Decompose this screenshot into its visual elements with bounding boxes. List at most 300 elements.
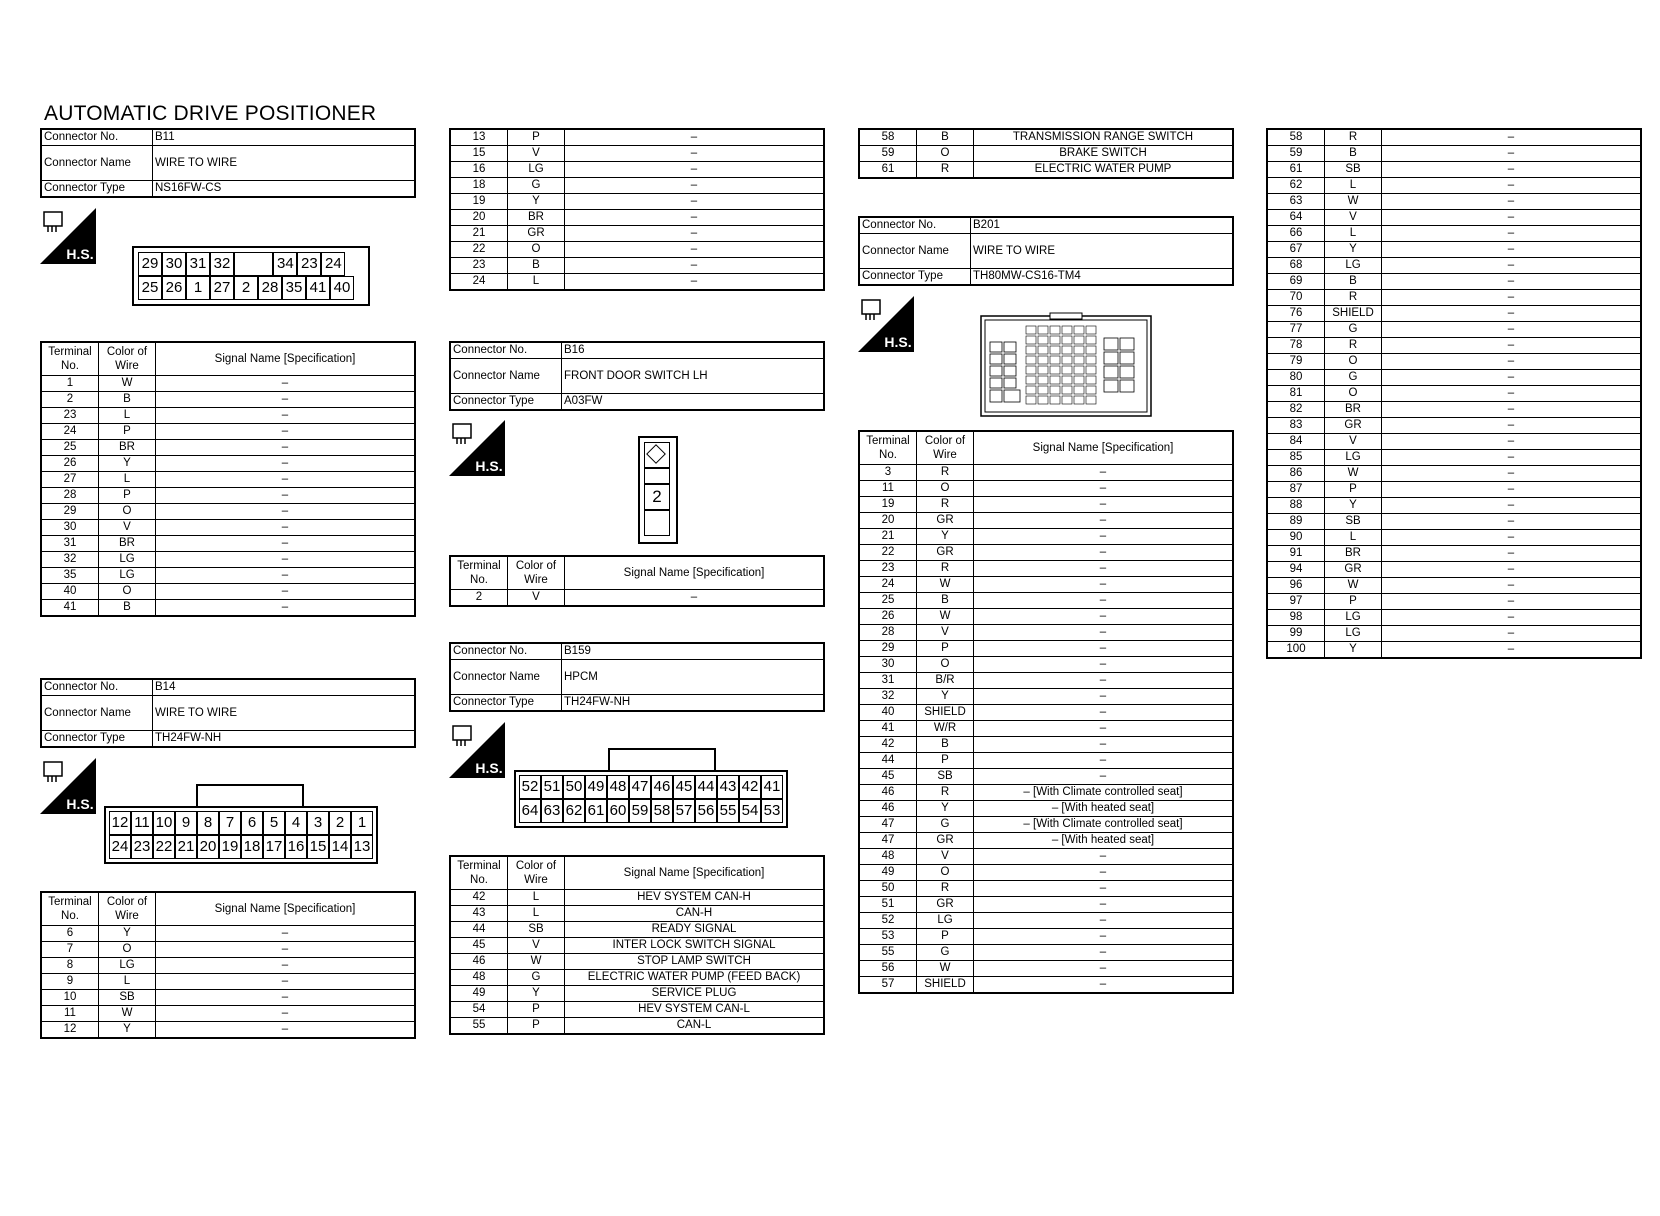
b11-connector-info: [40, 128, 416, 198]
signal-name-cell: –: [974, 689, 1234, 705]
signal-name-cell: –: [156, 942, 416, 958]
terminal-no-cell: 30: [41, 520, 99, 536]
connector-key-slot: [234, 252, 273, 276]
wire-color-cell: L: [1325, 178, 1382, 194]
connector-pin: 59: [629, 799, 651, 823]
signal-name-cell: –: [1382, 322, 1642, 338]
signal-name-cell: –: [1382, 562, 1642, 578]
table-row: [450, 210, 824, 226]
wire-color-cell: O: [917, 865, 974, 881]
b159-connector-no: B159: [562, 643, 825, 660]
connector-pin: 41: [306, 276, 330, 300]
signal-name-cell: –: [974, 705, 1234, 721]
b201-connector-name: WIRE TO WIRE: [971, 234, 1234, 269]
signal-name-cell: –: [156, 376, 416, 392]
wire-color-cell: W: [99, 376, 156, 392]
table-row: [1267, 610, 1641, 626]
wire-color-cell: V: [508, 146, 565, 162]
table-row: [1267, 434, 1641, 450]
b11-connector-no: B11: [153, 129, 416, 146]
terminal-no-cell: 12: [41, 1022, 99, 1039]
table-row: [1267, 386, 1641, 402]
connector-pin: 4: [285, 811, 307, 835]
wire-color-cell: SB: [1325, 162, 1382, 178]
wire-color-cell: P: [508, 1002, 565, 1018]
signal-name-header: Signal Name [Specification]: [565, 556, 825, 590]
wire-color-cell: LG: [1325, 610, 1382, 626]
color-of-wire-header: Color of Wire: [99, 892, 156, 926]
connector-pin: 16: [285, 835, 307, 859]
terminal-no-cell: 59: [1267, 146, 1325, 162]
connector-pin: 57: [673, 799, 695, 823]
terminal-no-header: Terminal No.: [859, 431, 917, 465]
table-row: [41, 472, 415, 488]
terminal-no-cell: 28: [859, 625, 917, 641]
signal-name-cell: –: [974, 625, 1234, 641]
table-row: [1267, 226, 1641, 242]
terminal-no-header: Terminal No.: [41, 892, 99, 926]
signal-name-cell: –: [974, 961, 1234, 977]
connector-pin: 11: [131, 811, 153, 835]
wire-color-cell: W: [99, 1006, 156, 1022]
table-row: [1267, 194, 1641, 210]
signal-name-cell: –: [974, 641, 1234, 657]
terminal-no-cell: 61: [1267, 162, 1325, 178]
table-header: [450, 556, 824, 590]
b14-connector-block: [40, 678, 416, 748]
connector-no-label: Connector No.: [450, 643, 562, 660]
wire-color-cell: O: [99, 942, 156, 958]
wire-color-cell: SHIELD: [917, 705, 974, 721]
terminal-no-cell: 15: [450, 146, 508, 162]
table-row: [1267, 178, 1641, 194]
table-row: [450, 590, 824, 607]
table-row: [450, 162, 824, 178]
signal-name-cell: –: [156, 408, 416, 424]
connector-pin: 1: [351, 811, 373, 835]
connector-no-label: Connector No.: [41, 129, 153, 146]
table-row: [859, 146, 1233, 162]
connector-pin: 21: [175, 835, 197, 859]
signal-name-cell: –: [565, 590, 825, 607]
table-row: [1267, 498, 1641, 514]
terminal-no-cell: 28: [41, 488, 99, 504]
wire-color-cell: R: [917, 497, 974, 513]
svg-text:H.S.: H.S.: [884, 334, 912, 350]
connector-pin: 23: [131, 835, 153, 859]
table-row: [1267, 146, 1641, 162]
wire-color-cell: W: [508, 954, 565, 970]
hs-connector-icon: [449, 420, 505, 476]
table-row: [41, 392, 415, 408]
connector-name-label: Connector Name: [450, 359, 562, 394]
terminal-no-cell: 48: [859, 849, 917, 865]
connector-pin: 41: [761, 775, 783, 799]
wire-color-cell: LG: [99, 568, 156, 584]
signal-name-cell: –: [974, 513, 1234, 529]
wire-color-cell: Y: [508, 194, 565, 210]
terminal-no-cell: 55: [859, 945, 917, 961]
signal-name-cell: –: [974, 849, 1234, 865]
signal-name-cell: –: [1382, 178, 1642, 194]
connector-pin: 43: [717, 775, 739, 799]
terminal-no-cell: 59: [859, 146, 917, 162]
signal-name-cell: –: [1382, 338, 1642, 354]
wire-color-cell: P: [508, 1018, 565, 1035]
table-row: [859, 513, 1233, 529]
connector-pin: 12: [109, 811, 131, 835]
signal-name-cell: –: [1382, 290, 1642, 306]
wire-color-cell: LG: [99, 552, 156, 568]
table-row: [1267, 450, 1641, 466]
terminal-no-cell: 11: [41, 1006, 99, 1022]
terminal-no-cell: 100: [1267, 642, 1325, 659]
wire-color-cell: R: [917, 465, 974, 481]
table-row: [1267, 594, 1641, 610]
terminal-no-cell: 46: [450, 954, 508, 970]
table-row: [859, 865, 1233, 881]
terminal-no-cell: 49: [450, 986, 508, 1002]
connector-pin: 63: [541, 799, 563, 823]
signal-name-cell: –: [974, 913, 1234, 929]
connector-pin: 49: [585, 775, 607, 799]
terminal-no-cell: 81: [1267, 386, 1325, 402]
connector-name-label: Connector Name: [41, 696, 153, 731]
wire-color-cell: L: [508, 906, 565, 922]
signal-name-cell: –: [156, 504, 416, 520]
signal-name-cell: –: [1382, 129, 1642, 146]
terminal-no-cell: 31: [859, 673, 917, 689]
connector-pin: 56: [695, 799, 717, 823]
connector-no-label: Connector No.: [450, 342, 562, 359]
signal-name-cell: –: [156, 488, 416, 504]
terminal-no-cell: 18: [450, 178, 508, 194]
wire-color-cell: B: [917, 593, 974, 609]
wire-color-cell: G: [917, 817, 974, 833]
terminal-no-cell: 58: [1267, 129, 1325, 146]
terminal-no-cell: 88: [1267, 498, 1325, 514]
page-title: AUTOMATIC DRIVE POSITIONER: [44, 102, 377, 125]
wire-color-cell: GR: [917, 513, 974, 529]
b159-terminal-table-continued: [858, 128, 1234, 179]
table-row: [41, 1022, 415, 1039]
terminal-no-cell: 26: [859, 609, 917, 625]
wire-color-cell: W: [917, 961, 974, 977]
b11-connector-type: NS16FW-CS: [153, 181, 416, 198]
connector-pin: 62: [563, 799, 585, 823]
signal-name-cell: –: [156, 568, 416, 584]
signal-name-cell: –: [1382, 418, 1642, 434]
table-row: [450, 938, 824, 954]
b16-connector-type: A03FW: [562, 394, 825, 411]
terminal-no-cell: 26: [41, 456, 99, 472]
wire-color-cell: GR: [1325, 418, 1382, 434]
connector-pin: 42: [739, 775, 761, 799]
table-row: [1267, 514, 1641, 530]
signal-name-cell: –: [1382, 242, 1642, 258]
b159-connector-diagram: [514, 770, 788, 828]
wire-color-cell: L: [1325, 530, 1382, 546]
terminal-no-cell: 76: [1267, 306, 1325, 322]
signal-name-cell: –: [1382, 354, 1642, 370]
table-row: [1267, 562, 1641, 578]
table-row: [859, 913, 1233, 929]
signal-name-header: Signal Name [Specification]: [565, 856, 825, 890]
terminal-no-cell: 98: [1267, 610, 1325, 626]
connector-pin: 45: [673, 775, 695, 799]
table-row: [450, 906, 824, 922]
signal-name-cell: –: [1382, 226, 1642, 242]
terminal-no-cell: 46: [859, 801, 917, 817]
color-of-wire-header: Color of Wire: [508, 556, 565, 590]
table-row: [1267, 338, 1641, 354]
wire-color-cell: GR: [917, 897, 974, 913]
wire-color-cell: SHIELD: [1325, 306, 1382, 322]
connector-pin: 47: [629, 775, 651, 799]
table-row: [1267, 482, 1641, 498]
table-row: [450, 986, 824, 1002]
table-row: [450, 146, 824, 162]
terminal-no-cell: 46: [859, 785, 917, 801]
signal-name-cell: –: [1382, 578, 1642, 594]
connector-pin: 64: [519, 799, 541, 823]
b201-connector-block: [858, 216, 1234, 286]
table-row: [450, 242, 824, 258]
wire-color-cell: L: [508, 890, 565, 906]
signal-name-cell: – [With Climate controlled seat]: [974, 785, 1234, 801]
signal-name-cell: –: [156, 926, 416, 942]
signal-name-cell: –: [974, 977, 1234, 994]
signal-name-cell: –: [156, 472, 416, 488]
signal-name-cell: –: [156, 552, 416, 568]
signal-name-cell: –: [974, 497, 1234, 513]
connector-pin: 18: [241, 835, 263, 859]
connector-type-label: Connector Type: [41, 181, 153, 198]
signal-name-cell: –: [974, 593, 1234, 609]
terminal-no-cell: 16: [450, 162, 508, 178]
b14-terminal-table-continued: [449, 128, 825, 291]
signal-name-cell: –: [974, 481, 1234, 497]
signal-name-cell: –: [156, 600, 416, 617]
b201-terminal-table-continued: [1266, 128, 1642, 659]
b14-terminal-table: [40, 891, 416, 1039]
table-header: [450, 856, 824, 890]
terminal-no-cell: 62: [1267, 178, 1325, 194]
connector-pin: 40: [330, 276, 354, 300]
connector-pin: 25: [138, 276, 162, 300]
wire-color-cell: GR: [1325, 562, 1382, 578]
signal-name-cell: –: [1382, 642, 1642, 659]
wire-color-cell: B: [917, 129, 974, 146]
table-row: [1267, 274, 1641, 290]
svg-text:H.S.: H.S.: [66, 796, 94, 812]
table-row: [41, 958, 415, 974]
connector-pin: 61: [585, 799, 607, 823]
b201-connector-type: TH80MW-CS16-TM4: [971, 269, 1234, 286]
b14-connector-type: TH24FW-NH: [153, 731, 416, 748]
terminal-no-cell: 19: [450, 194, 508, 210]
wire-color-cell: B/R: [917, 673, 974, 689]
terminal-no-cell: 68: [1267, 258, 1325, 274]
terminal-no-cell: 58: [859, 129, 917, 146]
terminal-no-cell: 11: [859, 481, 917, 497]
svg-text:H.S.: H.S.: [475, 458, 503, 474]
connector-pin: 19: [219, 835, 241, 859]
signal-name-cell: –: [156, 958, 416, 974]
table-row: [41, 990, 415, 1006]
signal-name-cell: –: [565, 129, 825, 146]
wire-color-cell: W/R: [917, 721, 974, 737]
terminal-no-cell: 42: [859, 737, 917, 753]
table-row: [859, 129, 1233, 146]
table-row: [1267, 370, 1641, 386]
table-row: [1267, 210, 1641, 226]
wire-color-cell: Y: [99, 926, 156, 942]
wire-color-cell: R: [1325, 338, 1382, 354]
terminal-no-cell: 52: [859, 913, 917, 929]
signal-name-cell: –: [1382, 402, 1642, 418]
table-row: [859, 561, 1233, 577]
terminal-no-cell: 80: [1267, 370, 1325, 386]
connector-pin: 53: [761, 799, 783, 823]
terminal-no-cell: 23: [859, 561, 917, 577]
wire-color-cell: P: [508, 129, 565, 146]
wire-color-cell: V: [917, 849, 974, 865]
signal-name-header: Signal Name [Specification]: [156, 892, 416, 926]
signal-name-cell: –: [1382, 370, 1642, 386]
connector-pin: 2: [329, 811, 351, 835]
wire-color-cell: Y: [917, 529, 974, 545]
signal-name-header: Signal Name [Specification]: [156, 342, 416, 376]
terminal-no-cell: 19: [859, 497, 917, 513]
terminal-no-cell: 78: [1267, 338, 1325, 354]
terminal-no-cell: 25: [41, 440, 99, 456]
terminal-no-cell: 21: [859, 529, 917, 545]
terminal-no-cell: 44: [859, 753, 917, 769]
signal-name-cell: –: [156, 1022, 416, 1039]
table-row: [41, 536, 415, 552]
terminal-no-cell: 99: [1267, 626, 1325, 642]
signal-name-cell: –: [974, 753, 1234, 769]
table-row: [859, 641, 1233, 657]
connector-pin: 23: [297, 252, 321, 276]
signal-name-cell: TRANSMISSION RANGE SWITCH: [974, 129, 1234, 146]
wire-color-cell: P: [1325, 594, 1382, 610]
table-row: [859, 497, 1233, 513]
connector-pin: 22: [153, 835, 175, 859]
terminal-no-cell: 49: [859, 865, 917, 881]
table-row: [1267, 626, 1641, 642]
signal-name-cell: –: [1382, 530, 1642, 546]
wire-color-cell: BR: [1325, 546, 1382, 562]
wire-color-cell: R: [1325, 129, 1382, 146]
wire-color-cell: V: [1325, 434, 1382, 450]
wire-color-cell: P: [917, 753, 974, 769]
terminal-no-cell: 90: [1267, 530, 1325, 546]
connector-pin: 20: [197, 835, 219, 859]
table-row: [41, 974, 415, 990]
table-row: [859, 881, 1233, 897]
table-row: [41, 456, 415, 472]
signal-name-cell: –: [156, 1006, 416, 1022]
wire-color-cell: B: [99, 392, 156, 408]
table-row: [859, 625, 1233, 641]
table-header: [41, 892, 415, 926]
table-row: [450, 922, 824, 938]
wire-color-cell: Y: [917, 689, 974, 705]
svg-text:H.S.: H.S.: [66, 246, 94, 262]
signal-name-cell: –: [974, 929, 1234, 945]
connector-pin: 34: [273, 252, 297, 276]
terminal-no-cell: 96: [1267, 578, 1325, 594]
table-row: [450, 954, 824, 970]
connector-type-label: Connector Type: [859, 269, 971, 286]
signal-name-cell: –: [565, 274, 825, 291]
b11-connector-diagram: [132, 246, 370, 306]
terminal-no-cell: 43: [450, 906, 508, 922]
wire-color-cell: B: [1325, 146, 1382, 162]
terminal-no-cell: 42: [450, 890, 508, 906]
hs-connector-icon: [40, 208, 96, 264]
wire-color-cell: R: [917, 881, 974, 897]
signal-name-cell: CAN-H: [565, 906, 825, 922]
terminal-no-cell: 45: [450, 938, 508, 954]
terminal-no-cell: 69: [1267, 274, 1325, 290]
wire-color-cell: LG: [1325, 626, 1382, 642]
wire-color-cell: O: [99, 504, 156, 520]
table-row: [41, 376, 415, 392]
connector-pin: 26: [162, 276, 186, 300]
signal-name-cell: –: [1382, 162, 1642, 178]
hs-connector-icon: [858, 296, 914, 352]
color-of-wire-header: Color of Wire: [99, 342, 156, 376]
table-row: [859, 705, 1233, 721]
signal-name-cell: –: [156, 440, 416, 456]
signal-name-cell: – [With heated seat]: [974, 801, 1234, 817]
terminal-no-cell: 40: [859, 705, 917, 721]
terminal-no-cell: 50: [859, 881, 917, 897]
signal-name-cell: –: [1382, 546, 1642, 562]
terminal-no-cell: 20: [859, 513, 917, 529]
connector-pin: 52: [519, 775, 541, 799]
connector-pin: 3: [307, 811, 329, 835]
wire-color-cell: LG: [1325, 258, 1382, 274]
table-row: [450, 1018, 824, 1035]
wire-color-cell: V: [99, 520, 156, 536]
terminal-no-cell: 48: [450, 970, 508, 986]
wire-color-cell: G: [1325, 370, 1382, 386]
signal-name-cell: –: [1382, 274, 1642, 290]
connector-pin: 14: [329, 835, 351, 859]
terminal-no-cell: 29: [41, 504, 99, 520]
table-row: [1267, 162, 1641, 178]
table-row: [859, 529, 1233, 545]
signal-name-cell: –: [1382, 610, 1642, 626]
wire-color-cell: SHIELD: [917, 977, 974, 994]
signal-name-cell: –: [156, 392, 416, 408]
signal-name-cell: –: [974, 881, 1234, 897]
terminal-no-cell: 47: [859, 833, 917, 849]
signal-name-cell: –: [565, 146, 825, 162]
table-row: [859, 769, 1233, 785]
table-row: [859, 897, 1233, 913]
signal-name-cell: ELECTRIC WATER PUMP: [974, 162, 1234, 179]
signal-name-cell: –: [156, 424, 416, 440]
wire-color-cell: BR: [1325, 402, 1382, 418]
wire-color-cell: W: [917, 577, 974, 593]
table-row: [1267, 402, 1641, 418]
wire-color-cell: P: [99, 424, 156, 440]
